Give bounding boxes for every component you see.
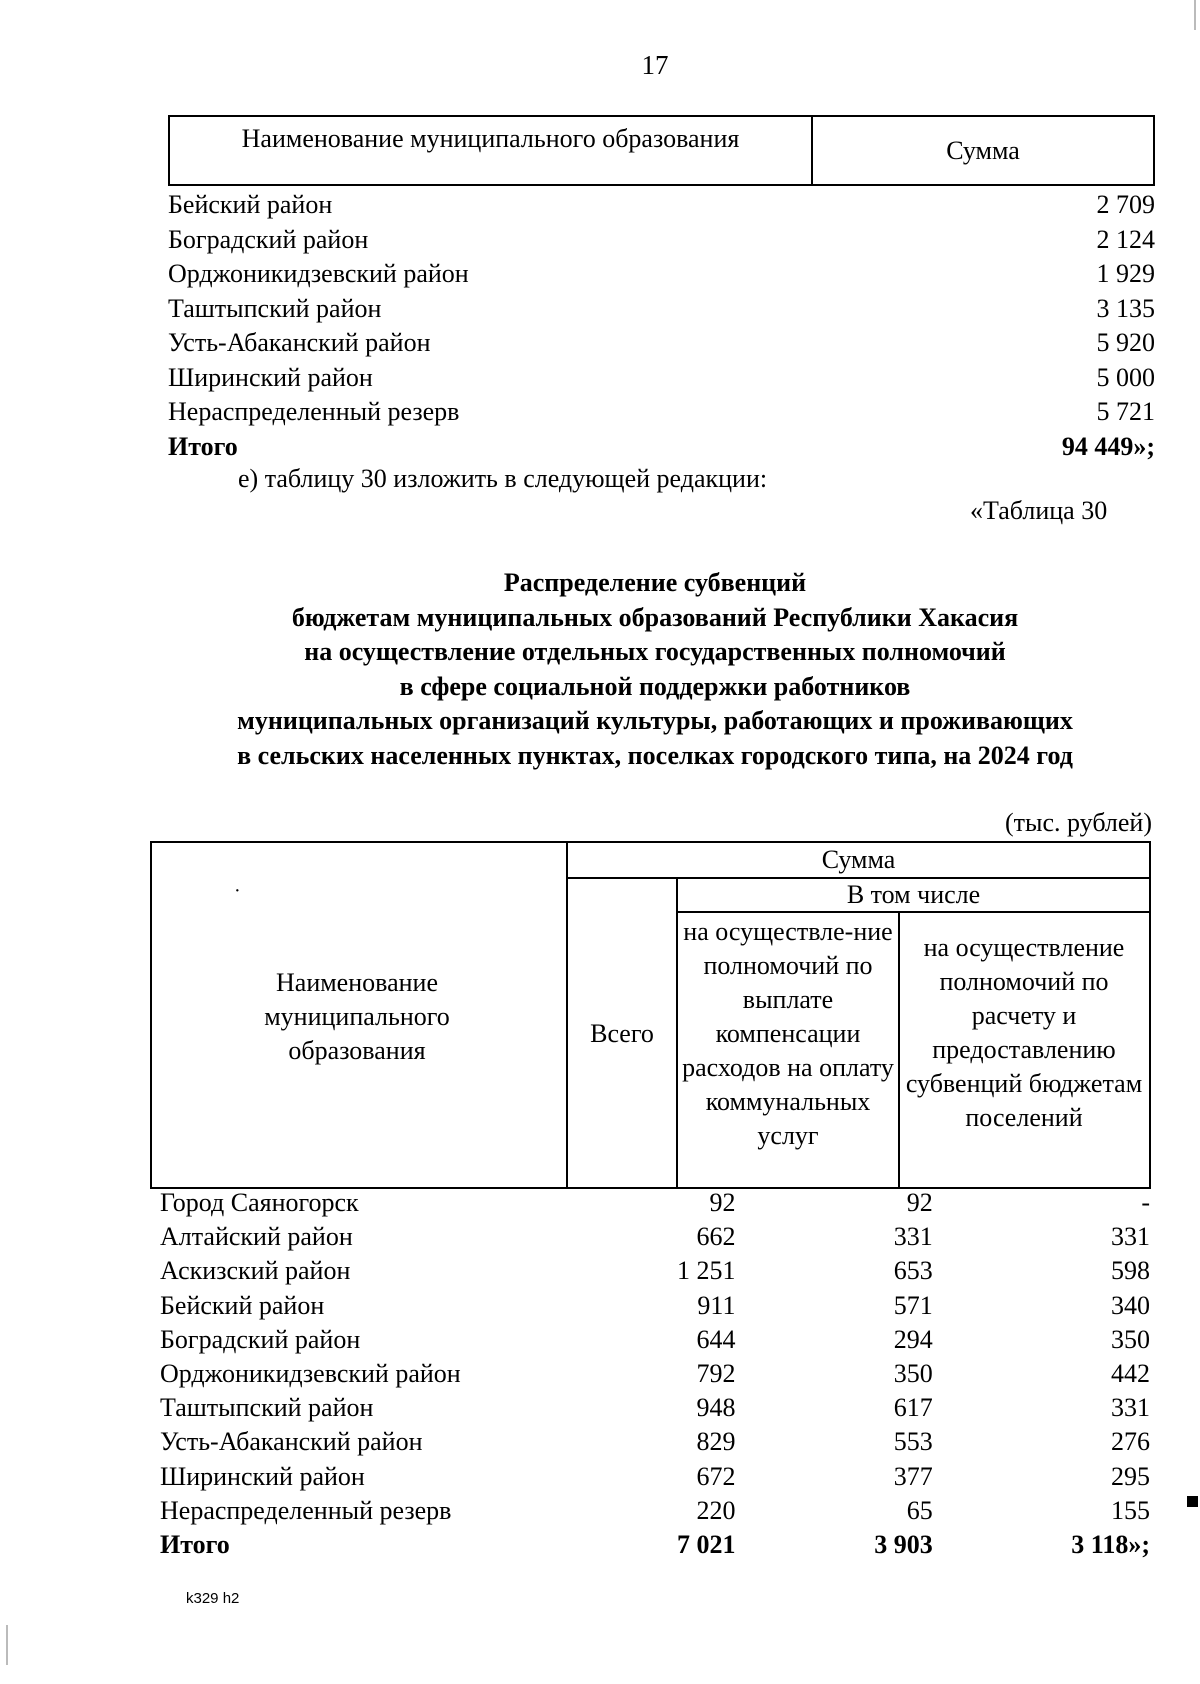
row-col1: 571 [893, 1290, 933, 1320]
row-total: 662 [696, 1222, 736, 1252]
table-row [160, 1494, 1150, 1528]
scan-edge [1194, 0, 1196, 30]
row-name: Город Саяногорск [160, 1188, 359, 1217]
row-total: 92 [709, 1188, 736, 1217]
row-name: Боградский район [160, 1324, 361, 1354]
row-value: 1 929 [1096, 259, 1155, 288]
row-col2: - [1141, 1188, 1150, 1217]
table2-header [150, 841, 1151, 1189]
row-name: Бейский район [168, 190, 333, 219]
row-total: 672 [696, 1461, 736, 1491]
title-line: муниципальных организаций культуры, работающих и проживающих [237, 706, 1073, 735]
grid-line [566, 843, 568, 1187]
table-row [160, 1357, 1150, 1391]
row-col1: 65 [906, 1495, 933, 1525]
row-col2: 340 [1111, 1290, 1150, 1320]
row-col2: 155 [1111, 1495, 1150, 1525]
units-label: (тыс. рублей) [1004, 808, 1152, 837]
row-col1: 294 [893, 1324, 933, 1354]
row-total: 644 [696, 1324, 736, 1354]
row-name: Усть-Абаканский район [160, 1427, 423, 1457]
table2-header-total: Всего [590, 1019, 654, 1048]
row-value: 5 920 [1096, 328, 1155, 357]
table-row [168, 188, 1155, 223]
table-row [160, 1186, 1150, 1220]
row-value: 2 709 [1096, 190, 1155, 219]
grid-line [676, 911, 1149, 913]
title-line: в сельских населенных пунктах, поселках городского типа, на 2024 год [237, 740, 1073, 770]
instruction-paragraph: е) таблицу 30 изложить в следующей редакции: [238, 464, 768, 493]
title-line: Распределение субвенций [503, 568, 807, 597]
footer-code: k329 h2 [186, 1590, 240, 1607]
total-label: Итого [160, 1529, 230, 1559]
row-total: 1 251 [676, 1256, 736, 1286]
table1-total-row [168, 430, 1155, 465]
row-value: 5 721 [1096, 397, 1155, 426]
row-col2: 331 [1111, 1222, 1150, 1252]
row-value: 2 124 [1096, 224, 1155, 254]
row-col2: 350 [1111, 1324, 1150, 1354]
row-total: 220 [696, 1495, 736, 1525]
grid-line [898, 911, 900, 1187]
total-col1: 3 903 [874, 1529, 933, 1559]
table2-header-including: В том числе [846, 880, 981, 909]
scan-mark [1187, 1496, 1198, 1507]
table-row [160, 1460, 1150, 1494]
row-col1: 350 [893, 1358, 933, 1388]
row-name: Ширинский район [160, 1461, 365, 1491]
table-label: «Таблица 30 [970, 496, 1108, 525]
title-line: в сфере социальной поддержки работников [399, 671, 911, 701]
row-name: Аскизский район [160, 1256, 351, 1286]
table2-body [160, 1186, 1150, 1562]
table2-header-col2: на осуществление полномочий по расчету и предоставлению субвенций бюджетам поселений [905, 933, 1143, 1132]
row-col2: 331 [1111, 1393, 1150, 1423]
row-name: Усть-Абаканский район [168, 328, 431, 357]
total-sum: 7 021 [676, 1529, 736, 1559]
row-name: Таштыпский район [160, 1393, 374, 1423]
table2-total-row [160, 1528, 1150, 1562]
page-number: 17 [641, 50, 669, 80]
row-col1: 617 [893, 1393, 933, 1423]
row-col1: 331 [893, 1222, 933, 1252]
row-col1: 553 [893, 1427, 933, 1457]
row-total: 829 [696, 1427, 736, 1457]
table-row [168, 223, 1155, 258]
row-col2: 295 [1111, 1461, 1150, 1491]
row-value: 3 135 [1096, 293, 1155, 323]
table1-header-name: Наименование муниципального образования [170, 117, 813, 184]
row-value: 5 000 [1096, 362, 1155, 392]
row-col2: 442 [1111, 1358, 1150, 1388]
row-col2: 276 [1111, 1427, 1150, 1457]
table-row [168, 395, 1155, 430]
row-total: 948 [696, 1393, 736, 1423]
row-name: Ширинский район [168, 362, 373, 392]
row-name: Алтайский район [160, 1222, 353, 1252]
row-name: Орджоникидзевский район [160, 1358, 461, 1388]
table-row [168, 257, 1155, 292]
title-line: на осуществление отдельных государственных полномочий [304, 637, 1006, 666]
document-title [0, 566, 1200, 773]
row-col2: 598 [1111, 1256, 1150, 1286]
total-value: 94 449»; [1061, 431, 1155, 461]
row-name: Боградский район [168, 224, 369, 254]
row-total: 911 [697, 1290, 736, 1320]
table2-header-sum: Сумма [821, 845, 896, 874]
table2-header-name: Наименование муниципального образования [264, 968, 450, 1065]
row-name: Таштыпский район [168, 293, 382, 323]
table1-header-sum: Сумма [946, 135, 1020, 165]
row-name: Бейский район [160, 1290, 325, 1320]
table-row [168, 326, 1155, 361]
scan-edge [6, 1625, 8, 1665]
table2-header-col1: на осуществле-ние полномочий по выплате компенсации расходов на оплату коммунальных услуг [682, 917, 894, 1150]
row-name: Нераспределенный резерв [168, 397, 460, 426]
table1-header [168, 115, 1155, 186]
table-row [168, 292, 1155, 327]
table-row [168, 361, 1155, 396]
row-col1: 653 [893, 1256, 933, 1286]
total-label: Итого [168, 431, 238, 461]
table1-body [168, 188, 1155, 464]
row-total: 792 [696, 1358, 736, 1388]
row-name: Нераспределенный резерв [160, 1495, 452, 1525]
title-line: бюджетам муниципальных образований Республики Хакасия [291, 602, 1019, 632]
row-col1: 92 [906, 1188, 933, 1217]
table-row [160, 1289, 1150, 1323]
table-row [160, 1425, 1150, 1459]
table-row [160, 1323, 1150, 1357]
table-row [160, 1220, 1150, 1254]
row-name: Орджоникидзевский район [168, 259, 469, 288]
table-row [160, 1254, 1150, 1288]
row-col1: 377 [893, 1461, 933, 1491]
scan-dot: · [234, 880, 241, 902]
total-col2: 3 118»; [1071, 1529, 1150, 1559]
table-row [160, 1391, 1150, 1425]
